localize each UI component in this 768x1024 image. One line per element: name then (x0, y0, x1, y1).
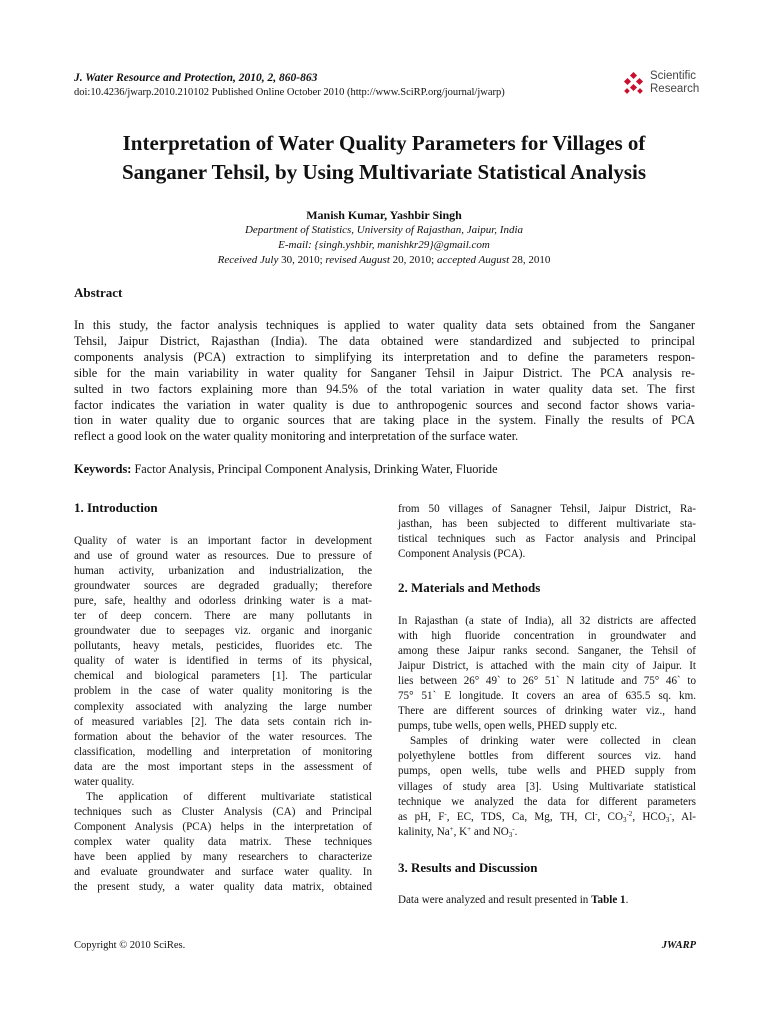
text-line: quality of water is identified in terms of its physical, (74, 655, 372, 668)
chem-text: kalinity, Na (398, 825, 450, 838)
publisher-name-line1: Scientific (650, 70, 697, 82)
abstract-line: In this study, the factor analysis techniques is applied to water quality data sets obtained from the Sanganer (74, 318, 695, 332)
received-label: Received July (217, 254, 279, 266)
publisher-logo-icon (622, 72, 646, 96)
results-paragraph (398, 893, 696, 908)
subscript: 3 (665, 815, 670, 824)
abstract-body (74, 318, 695, 445)
text-line: pumps, tube wells, open wells, PHED supply etc. (398, 720, 618, 733)
text-line: pumps, open wells, tube wells and PHED supply from (398, 765, 696, 778)
text-line (398, 810, 696, 825)
text-line: problem in the case of water quality monitoring is the (74, 685, 372, 698)
abstract-line: sulted in two factors explaining more than 94.5% of the total variation in water quality data set. The first (74, 381, 695, 396)
keywords (74, 462, 498, 477)
text-line: The application of different multivariate statistical (86, 790, 372, 803)
accepted-date: 28, 2010 (509, 254, 551, 266)
table-reference[interactable]: Table 1 (591, 894, 626, 906)
accepted-label: accepted August (436, 254, 510, 266)
abstract-heading: Abstract (74, 285, 123, 300)
text-line: tistical techniques such as Factor analysis and Principal (398, 533, 696, 546)
text-line: lies between 26° 49` to 26° 51` N latitude and 75° 46` to (398, 675, 696, 688)
chem-text: , EC, TDS, Ca, Mg, TH, Cl (446, 810, 596, 823)
superscript: - (595, 809, 598, 818)
text-line: from 50 villages of Sanagner Tehsil, Jaipur District, Ra- (398, 503, 696, 515)
text-line: In Rajasthan (a state of India), all 32 districts are affected (398, 615, 696, 627)
revised-label: revised August (325, 254, 390, 266)
chem-text: , HCO (632, 810, 666, 823)
chem-text: , Al- (671, 810, 696, 823)
text-line: and evaluate groundwater and surface water quality. In (74, 866, 372, 879)
text-line: pure, safe, healthy and odorless drinking water is a mat- (74, 595, 372, 608)
abstract-line: sible for the main variability in water quality for Sanganer Tehsil in Jaipur District. The PCA analysis re- (74, 365, 695, 380)
text-line: 75° 51` E longitude. It covers an area of 635.5 sq. km. (398, 690, 696, 703)
authors: Manish Kumar, Yashbir Singh (306, 208, 462, 222)
chem-text: as pH, F (398, 810, 445, 823)
text-line: Jaipur District, is attached with the main city of Jaipur. It (398, 660, 696, 673)
text-line (398, 825, 696, 840)
journal-citation (74, 72, 317, 84)
text-line: pollutants, heavy metals, pesticides, fluorides etc. The (74, 640, 372, 653)
text-line: of measured variables [2]. The data sets contain rich in- (74, 715, 372, 728)
text-line: Samples of drinking water were collected in clean (410, 735, 696, 748)
results-text: Data were analyzed and result presented in (398, 894, 592, 906)
journal-volume: 2010, 2, 860-863 (235, 72, 318, 84)
journal-name: J. Water Resource and Protection, (74, 72, 236, 84)
email[interactable]: E-mail: {singh.yshbir, manishkr29}@gmail.com (278, 239, 490, 251)
text-line: villages of study area [3]. Using Multivariate statistical (398, 780, 696, 793)
publisher-name (650, 70, 699, 96)
chem-text: , CO (597, 810, 623, 823)
results-text-end: . (625, 894, 629, 906)
text-line: Component Analysis (PCA) helps in the interpretation of (74, 820, 372, 833)
superscript: + (449, 824, 454, 833)
text-line: complexity associated with analyzing the large number (74, 700, 372, 713)
publisher-logo (622, 70, 702, 100)
text-line: ter of deep concern. There are many pollutants in (74, 610, 372, 623)
abstract-line: factor indicates the variation in water quality is due to anthropogenic sources and second factor shows varia- (74, 397, 695, 412)
text-line: with high fluoride concentration in groundwater and (398, 630, 696, 643)
text-line: chemical and biological parameters [1]. The particular (74, 670, 372, 683)
superscript: -2 (626, 809, 633, 818)
text-line: classification, modelling and interpretation of monitoring (74, 745, 372, 758)
text-line: technique we analyzed the data for different parameters (398, 795, 696, 808)
text-line: data are the most important steps in the assessment of (74, 760, 372, 773)
publisher-name-line2: Research (650, 83, 700, 95)
text-line: polyethylene bottles from different sources viz. hand (398, 750, 696, 763)
introduction-paragraph-1 (74, 534, 372, 895)
chem-text: and NO (471, 825, 509, 838)
dates (0, 254, 768, 266)
introduction-heading: 1. Introduction (74, 500, 158, 515)
text-line: groundwater due to seepages viz. organic and inorganic (74, 625, 372, 638)
journal-abbreviation: JWARP (661, 940, 696, 951)
text-line: Quality of water is an important factor in development (74, 535, 372, 547)
text-line: groundwater sources are degraded gradually; therefore (74, 580, 372, 593)
title-line-2: Sanganer Tehsil, by Using Multivariate Statistical Analysis (121, 160, 647, 184)
affiliation: Department of Statistics, University of Rajasthan, Jaipur, India (244, 224, 524, 236)
text-line: techniques such as Cluster Analysis (CA) and Principal (74, 805, 372, 818)
methods-paragraph (398, 614, 696, 840)
received-date: 30, 2010; (278, 254, 326, 266)
text-line: Component Analysis (PCA). (398, 548, 526, 561)
text-line: have been applied by many researchers to characterize (74, 850, 372, 863)
text-line: water quality. (74, 775, 135, 788)
superscript: - (512, 824, 515, 833)
abstract-line: Tehsil, Jaipur District, Rajasthan (India). The data obtained were standardized and subjected to principal (74, 333, 695, 348)
keywords-text: Factor Analysis, Principal Component Analysis, Drinking Water, Fluoride (131, 462, 498, 476)
copyright: Copyright © 2010 SciRes. (74, 940, 186, 951)
subscript: 3 (622, 815, 627, 824)
keywords-label: Keywords: (74, 462, 132, 476)
chem-text: , K (453, 825, 468, 838)
text-line: jasthan, has been subjected to different multivariate sta- (398, 518, 696, 531)
text-line: among these Jaipur ranks second. Sanganer, the Tehsil of (398, 645, 696, 658)
results-heading: 3. Results and Discussion (398, 860, 538, 875)
superscript: + (467, 824, 472, 833)
text-line: the present study, a water quality data matrix, obtained (74, 881, 372, 894)
text-line: complex water quality data matrix. These techniques (74, 835, 372, 848)
title-line-1: Interpretation of Water Quality Parameters for Villages of (122, 131, 646, 155)
text-line (398, 893, 696, 908)
text-line: and use of ground water as resources. Due to pressure of (74, 550, 372, 563)
doi-line[interactable]: doi:10.4236/jwarp.2010.210102 Published Online October 2010 (http://www.SciRP.org/journal/jwarp) (74, 87, 505, 98)
text-line: There are different sources of drinking water viz., hand (398, 705, 696, 718)
abstract-line: components analysis (PCA) extraction to simplifying its interpretation and to define the parameters respon- (74, 349, 695, 364)
superscript: - (669, 809, 672, 818)
abstract-line: tion in water quality due to organic sources that are taking place in the system. Finally the results of PCA (74, 413, 695, 428)
paper-title (40, 129, 728, 187)
subscript: 3 (508, 830, 513, 839)
text-line: formation about the behavior of the water resources. The (74, 730, 372, 743)
introduction-paragraph-continued (398, 502, 696, 562)
revised-date: 20, 2010; (389, 254, 437, 266)
chem-text: . (514, 825, 518, 838)
abstract-line: reflect a good look on the water quality monitoring and interpretation of the surface water. (74, 429, 519, 444)
superscript: - (444, 809, 447, 818)
methods-heading: 2. Materials and Methods (398, 580, 541, 595)
text-line: human activity, urbanization and industrialization, the (74, 565, 372, 578)
